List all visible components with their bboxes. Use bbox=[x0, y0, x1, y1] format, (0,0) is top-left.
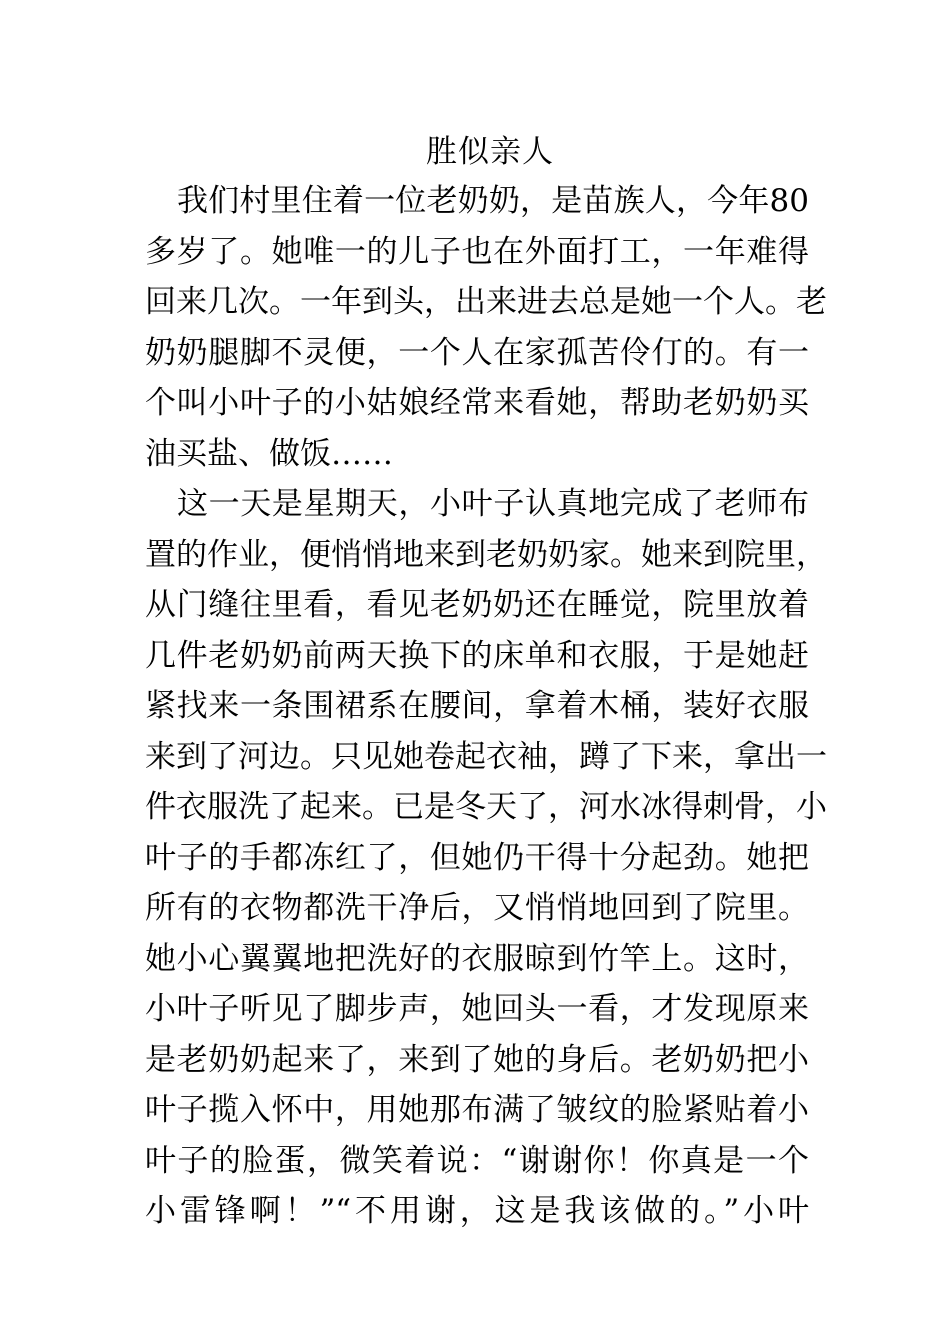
document-title: 胜似亲人 bbox=[426, 134, 554, 170]
text-line: 小叶子听见了脚步声，她回头一看，才发现原来 bbox=[145, 991, 809, 1027]
text-line: 紧找来一条围裙系在腰间，拿着木桶，装好衣服 bbox=[145, 688, 809, 724]
text-line: 油买盐、做饭…… bbox=[145, 435, 393, 472]
text-line: 这一天是星期天，小叶子认真地完成了老师布 bbox=[177, 486, 809, 522]
text-line: 来到了河边。只见她卷起衣袖，蹲了下来，拿出一 bbox=[145, 738, 827, 775]
text-line: 多岁了。她唯一的儿子也在外面打工，一年难得 bbox=[145, 233, 809, 270]
text-line: 奶奶腿脚不灵便，一个人在家孤苦伶仃的。有一 bbox=[145, 334, 809, 371]
text-line: 几件老奶奶前两天换下的床单和衣服，于是她赶 bbox=[145, 637, 809, 674]
text-line: 叶子揽入怀中，用她那布满了皱纹的脸紧贴着小 bbox=[145, 1092, 809, 1128]
text-line: 是老奶奶起来了，来到了她的身后。老奶奶把小 bbox=[145, 1041, 809, 1078]
text-line: 叶子的脸蛋，微笑着说：“谢谢你！你真是一个 bbox=[145, 1142, 809, 1179]
text-line: 从门缝往里看，看见老奶奶还在睡觉，院里放着 bbox=[145, 587, 809, 623]
text-line: 叶子的手都冻红了，但她仍干得十分起劲。她把 bbox=[145, 839, 809, 876]
text-line: 所有的衣物都洗干净后，又悄悄地回到了院里。 bbox=[145, 890, 809, 926]
text-line: 小雷锋啊！”“不用谢，这是我该做的。”小叶 bbox=[145, 1193, 809, 1229]
text-line: 我们村里住着一位老奶奶，是苗族人，今年80 bbox=[177, 183, 809, 219]
text-line: 件衣服洗了起来。已是冬天了，河水冰得刺骨，小 bbox=[145, 789, 827, 825]
text-line: 回来几次。一年到头，出来进去总是她一个人。老 bbox=[145, 284, 827, 320]
text-line: 她小心翼翼地把洗好的衣服晾到竹竿上。这时， bbox=[145, 940, 809, 977]
document-body bbox=[145, 176, 827, 1237]
text-line: 个叫小叶子的小姑娘经常来看她，帮助老奶奶买 bbox=[145, 385, 809, 421]
text-line: 置的作业，便悄悄地来到老奶奶家。她来到院里， bbox=[145, 536, 827, 573]
